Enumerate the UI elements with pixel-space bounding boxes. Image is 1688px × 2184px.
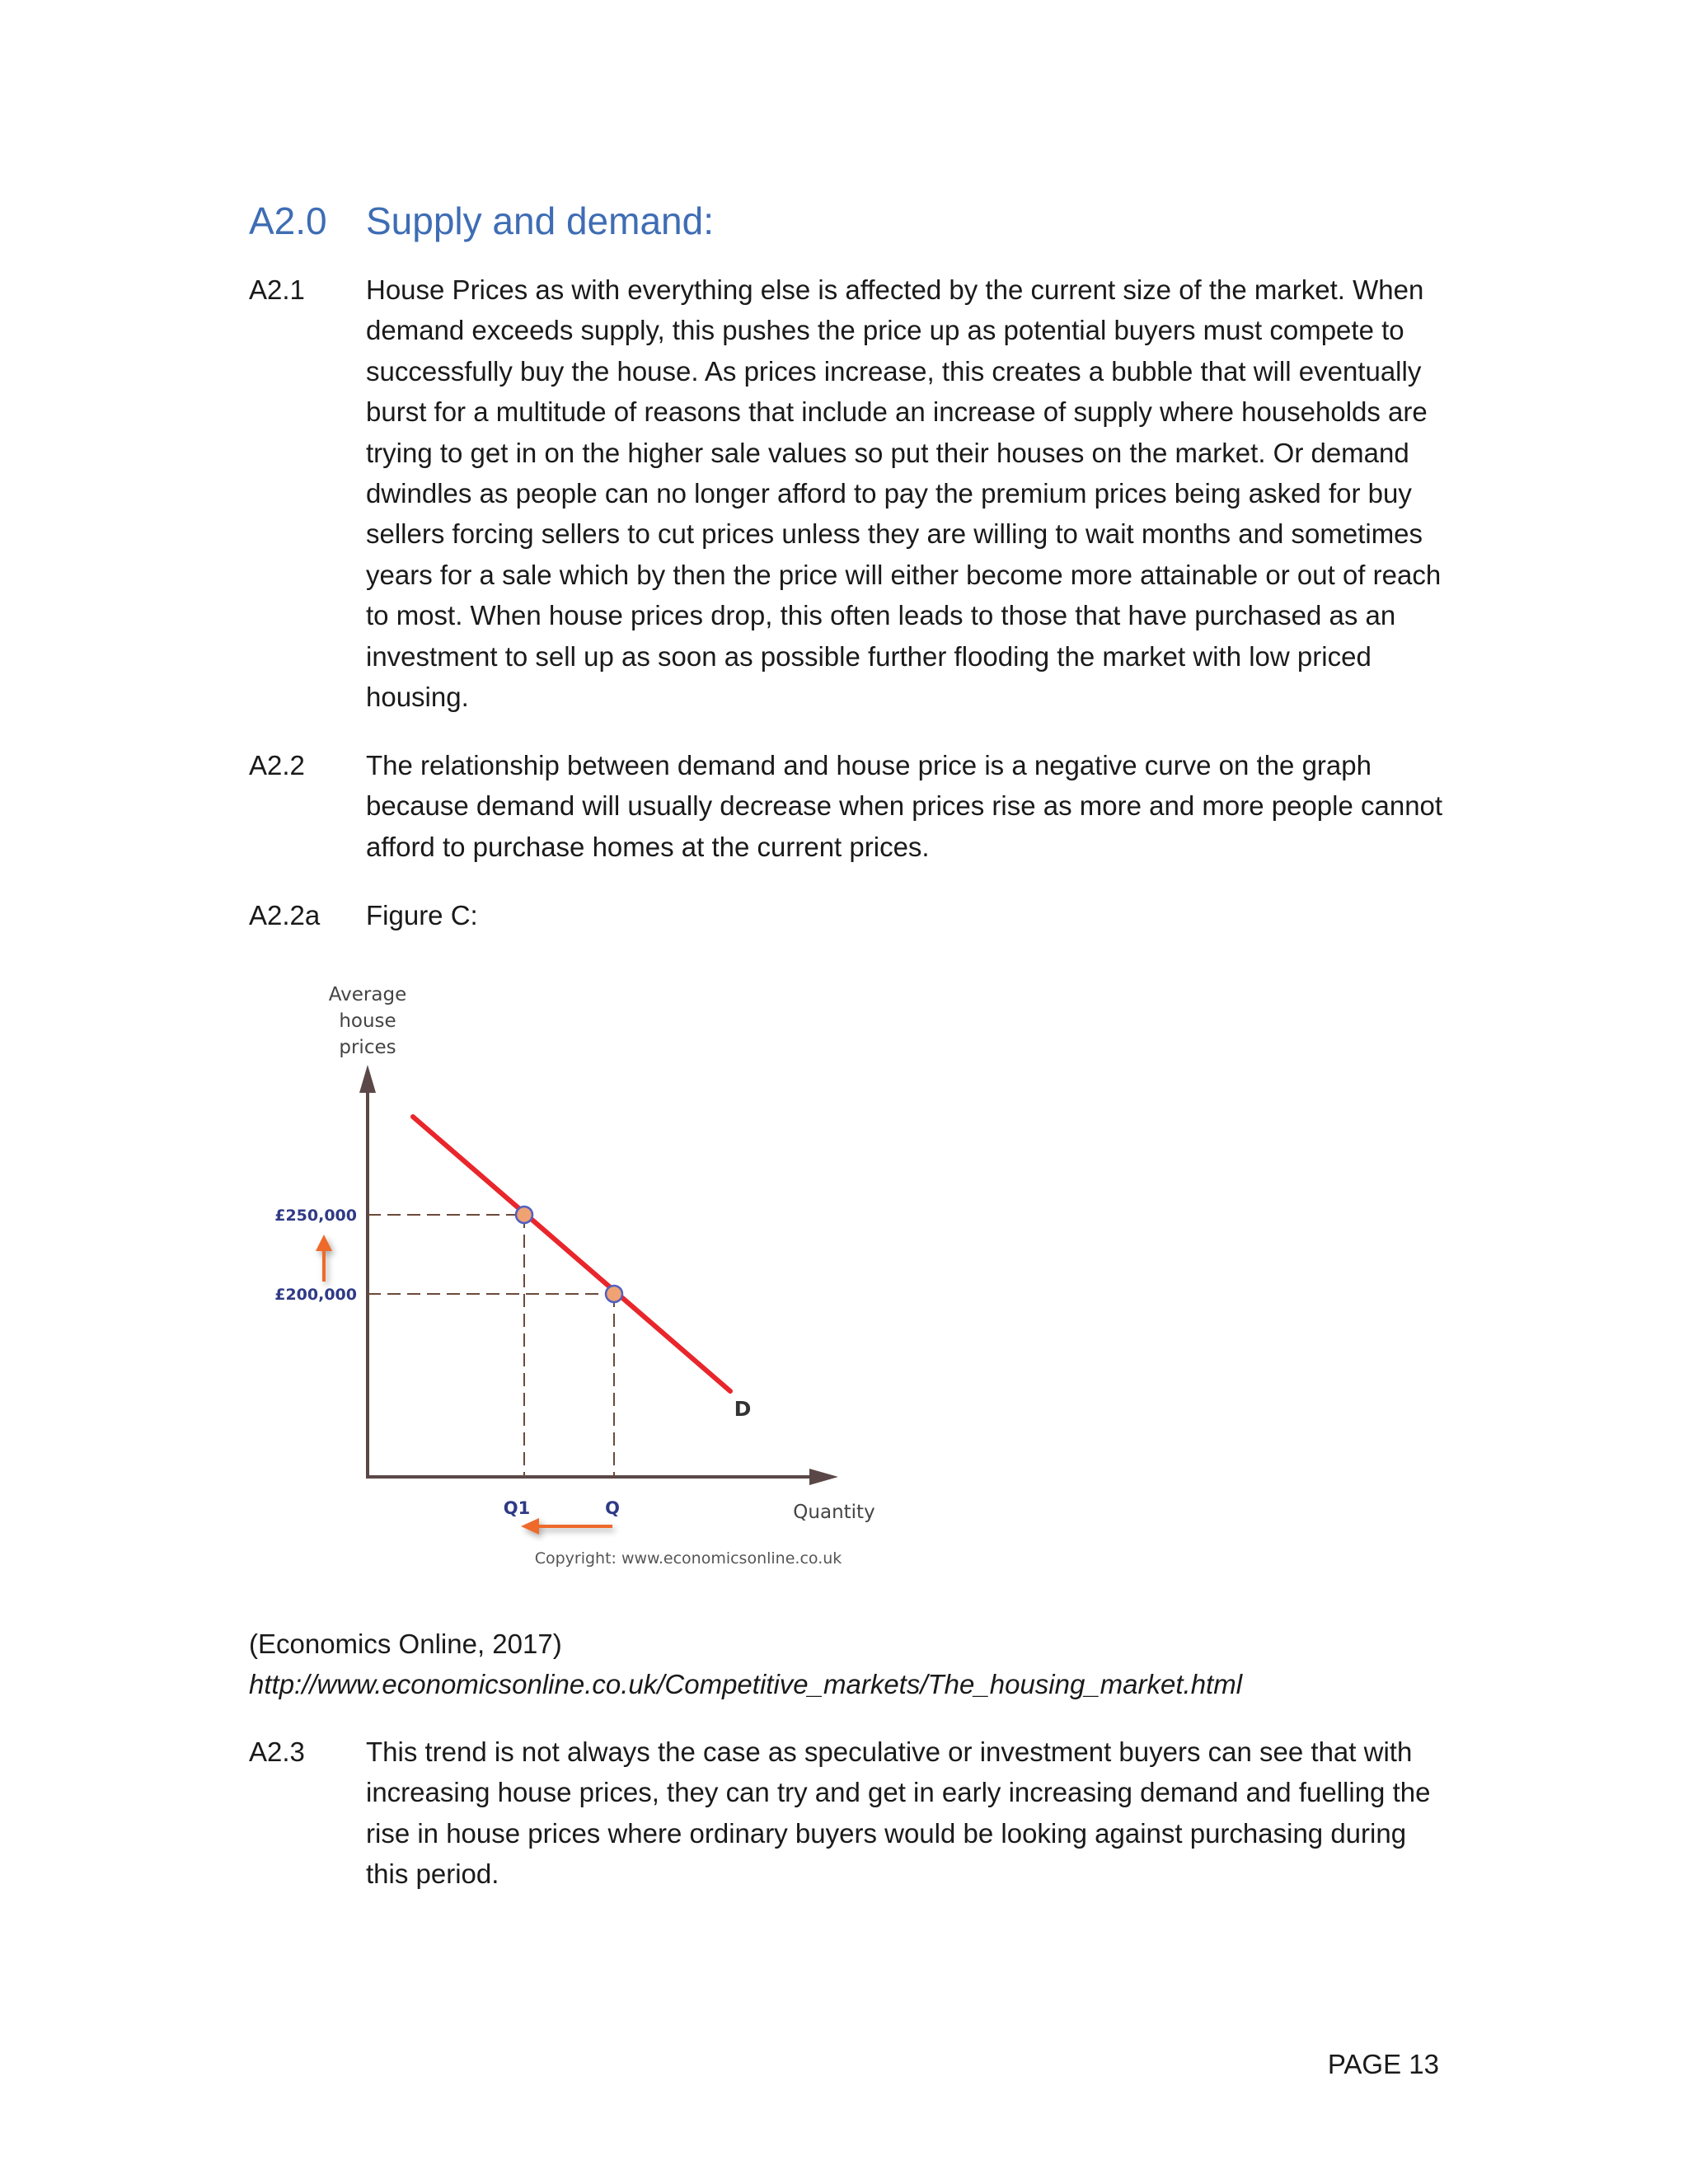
paragraph-number: A2.3 (249, 1736, 305, 1767)
y-axis-arrowhead (359, 1065, 376, 1093)
paragraph-text: House Prices as with everything else is affected by the current size of the market. When demand exceeds supply, this pushes the price up as potential buyers must compete to successfully buy the house. As prices increase, this creates a bubble that will eventually burst for a multitude of reasons that include an increase of supply where households are trying to get in on the higher sale values so put their houses on the market. Or demand dwindles as people can no longer afford to pay the premium prices being asked for buy sellers forcing sellers to cut prices unless they are willing to wait months and sometimes years for a sale which by then the price will either become more attainable or out of reach to most. When house prices drop, this often leads to those that have purchased as an investment to sell up as soon as possible further flooding the market with low priced housing. (366, 274, 1442, 713)
x-tick-label-q1: Q1 (503, 1498, 531, 1518)
paragraph-number: A2.2 (249, 750, 305, 780)
y-tick-label-250k: £250,000 (274, 1207, 357, 1225)
figure-copyright: Copyright: www.economicsonline.co.uk (534, 1549, 842, 1568)
page-number: PAGE 13 (1327, 2049, 1439, 2079)
paragraph-number: A2.1 (249, 274, 305, 305)
demand-curve (413, 1117, 730, 1391)
paragraph-a2-2a (249, 895, 1452, 935)
price-increase-arrow-icon (316, 1235, 332, 1282)
demand-curve-label: D (734, 1397, 752, 1421)
point-q1-250k (516, 1207, 532, 1223)
paragraph-text: The relationship between demand and house price is a negative curve on the graph because demand will usually decrease when prices rise as more and more people cannot afford to purchase homes at the current prices. (366, 750, 1443, 862)
x-tick-label-q: Q (605, 1498, 620, 1518)
citation-source: (Economics Online, 2017) (249, 1629, 562, 1659)
y-axis-label-line: Average (328, 984, 407, 1005)
y-tick-label-200k: £200,000 (274, 1286, 357, 1304)
demand-curve-figure (264, 972, 890, 1582)
x-axis-arrowhead (809, 1469, 838, 1485)
section-title: Supply and demand: (366, 199, 714, 242)
paragraph-a2-1 (249, 269, 1452, 717)
figure-citation (249, 1624, 1242, 1705)
paragraph-number: A2.2a (249, 900, 321, 930)
demand-chart (264, 972, 890, 1582)
section-number: A2.0 (249, 199, 327, 242)
point-q-200k (606, 1286, 622, 1302)
y-axis-label-line: house (339, 1010, 396, 1032)
paragraph-a2-3 (249, 1732, 1452, 1895)
y-axis-label-line: prices (339, 1037, 396, 1058)
citation-url: http://www.economicsonline.co.uk/Competitive_markets/The_housing_market.html (249, 1669, 1243, 1700)
quantity-decrease-arrow-icon (521, 1518, 612, 1535)
paragraph-a2-2 (249, 745, 1452, 867)
figure-caption: Figure C: (366, 900, 478, 930)
x-axis-label: Quantity (793, 1502, 875, 1523)
paragraph-text: This trend is not always the case as speculative or investment buyers can see that with increasing house prices, they can try and get in early increasing demand and fuelling the rise in house prices where ordinary buyers would be looking against purchasing during this period. (366, 1736, 1431, 1890)
